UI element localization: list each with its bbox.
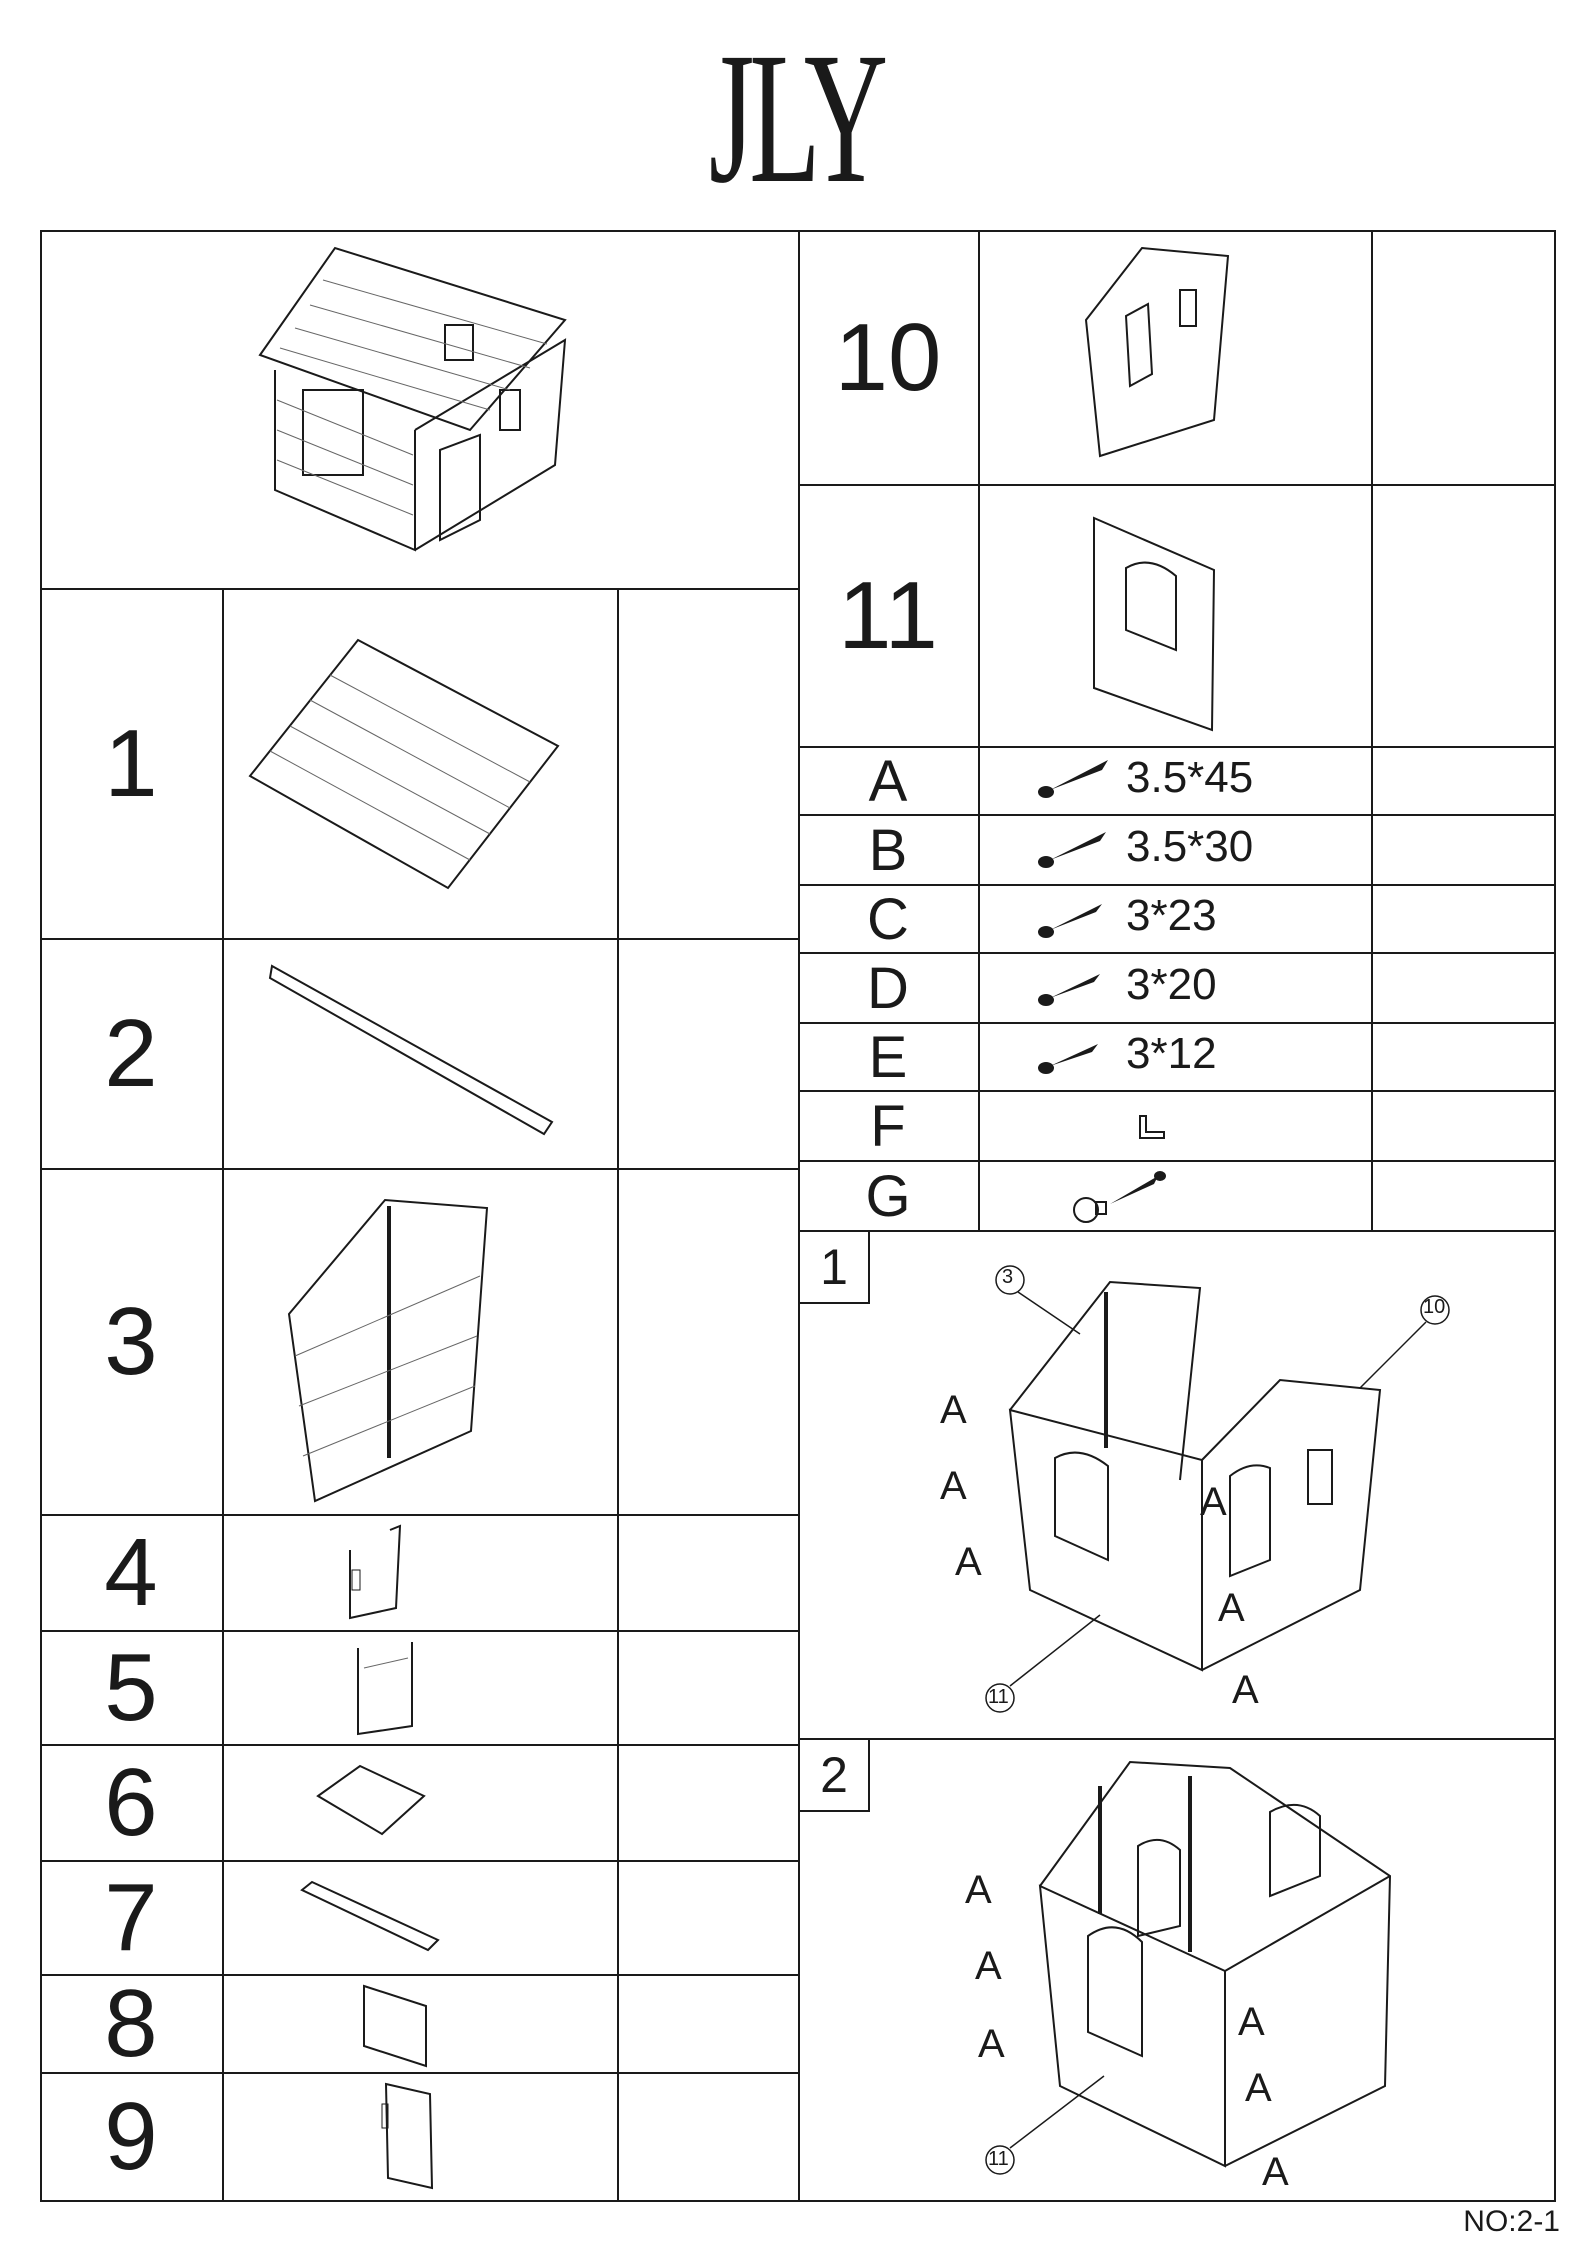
part-4-illustration <box>344 1522 414 1622</box>
brand-logo: JLY <box>708 13 884 222</box>
step-1-screw-label-2: A <box>940 1464 967 1508</box>
step-1-assembly-illustration <box>930 1270 1450 1710</box>
step-1-screw-label-3: A <box>955 1540 982 1584</box>
knob-screw-icon-g <box>1066 1164 1176 1228</box>
hardware-size-a: 3.5*45 <box>1126 753 1254 802</box>
part-number-6: 6 <box>104 1749 158 1856</box>
part-number-1: 1 <box>104 710 158 817</box>
part-number-7: 7 <box>104 1864 158 1971</box>
step-2-screw-label-2: A <box>975 1944 1002 1988</box>
step-2-screw-label-4: A <box>1238 2000 1265 2044</box>
step-1-screw-label-4: A <box>1200 1480 1227 1524</box>
left-column-divider-1 <box>222 590 224 2200</box>
hardware-letter-b: B <box>868 817 908 883</box>
step-1-callout-3: 3 <box>1002 1266 1014 1288</box>
playhouse-illustration <box>255 240 575 560</box>
part-11-illustration <box>1090 514 1220 734</box>
part-8-illustration <box>360 1982 430 2068</box>
part-number-3: 3 <box>104 1288 158 1395</box>
part-number-2: 2 <box>104 1000 158 1107</box>
part-number-11: 11 <box>838 562 938 669</box>
hardware-letter-d: D <box>867 955 909 1021</box>
step-2-screw-label-1: A <box>965 1868 992 1912</box>
screw-icon-b <box>1036 822 1116 872</box>
screw-icon-e <box>1036 1032 1116 1082</box>
step-2-screw-label-6: A <box>1262 2150 1289 2194</box>
part-9-illustration <box>380 2080 440 2190</box>
page-number: NO:2-1 <box>1463 2205 1560 2238</box>
step-2-screw-label-5: A <box>1245 2066 1272 2110</box>
step-1-screw-label-5: A <box>1218 1586 1245 1630</box>
step-1-number: 1 <box>798 1230 870 1304</box>
part-number-4: 4 <box>104 1519 158 1626</box>
side-panel-illustration <box>285 1196 495 1506</box>
part-10-illustration <box>1082 244 1232 464</box>
hardware-size-c: 3*23 <box>1126 891 1217 940</box>
step-1-screw-label-1: A <box>940 1388 967 1432</box>
part-number-5: 5 <box>104 1634 158 1741</box>
hardware-size-e: 3*12 <box>1126 1029 1217 1078</box>
step-2-screw-label-3: A <box>978 2022 1005 2066</box>
screw-icon-a <box>1036 752 1116 802</box>
part-5-illustration <box>352 1638 422 1738</box>
screw-icon-d <box>1036 962 1116 1012</box>
beam-illustration <box>268 962 558 1142</box>
part-6-illustration <box>316 1762 426 1842</box>
step-1-callout-11: 11 <box>988 1686 1009 1708</box>
hardware-letter-c: C <box>867 886 909 952</box>
step-2-callout-11: 11 <box>988 2148 1009 2170</box>
roof-panel-illustration <box>248 636 568 896</box>
hardware-letter-g: G <box>865 1163 911 1229</box>
right-column-divider-2 <box>1371 232 1373 1230</box>
hardware-letter-f: F <box>870 1093 906 1159</box>
step-1-callout-10: 10 <box>1423 1296 1446 1318</box>
hardware-size-d: 3*20 <box>1126 960 1217 1009</box>
part-number-9: 9 <box>104 2083 158 2190</box>
bracket-icon-f <box>1132 1108 1172 1148</box>
right-column-divider-1 <box>978 232 980 1230</box>
part-7-illustration <box>300 1880 440 1960</box>
hardware-letter-e: E <box>868 1024 908 1090</box>
screw-icon-c <box>1036 892 1116 942</box>
part-number-10: 10 <box>834 304 942 411</box>
hardware-size-b: 3.5*30 <box>1126 822 1254 871</box>
hardware-letter-a: A <box>868 748 908 814</box>
step-1-screw-label-6: A <box>1232 1668 1259 1712</box>
step-2-assembly-illustration <box>1030 1756 1410 2176</box>
left-column-divider-2 <box>617 590 619 2200</box>
step-2-number: 2 <box>798 1738 870 1812</box>
part-number-8: 8 <box>104 1970 158 2077</box>
